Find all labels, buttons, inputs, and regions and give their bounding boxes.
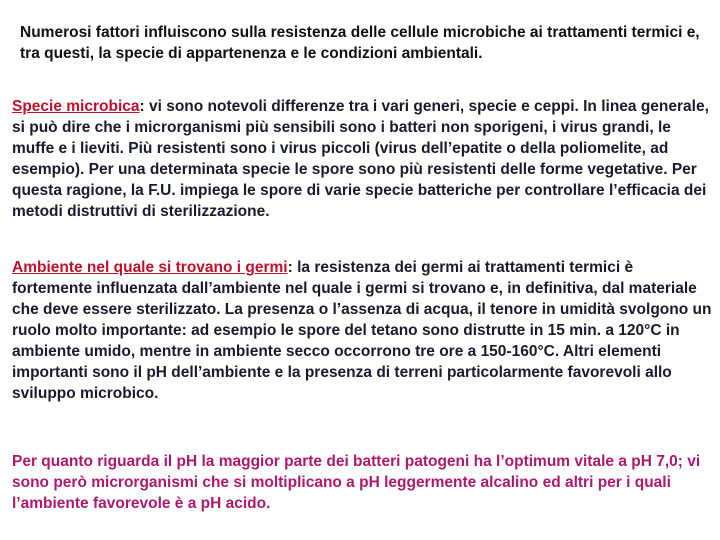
intro-paragraph: Numerosi fattori influiscono sulla resistenza delle cellule microbiche ai trattamenti termici e, tra questi, la specie di appartenenza e le condizioni ambientali.: [20, 24, 700, 62]
section-microbial-species: [12, 96, 712, 222]
section-environment: [12, 257, 712, 404]
ph-note: Per quanto riguarda il pH la maggior parte dei batteri patogeni ha l’optimum vitale a pH 7,0; vi sono però microrganismi che si moltiplicano a pH leggermente alcalino ed altri per i quali l’ambiente favorevole è a pH acido.: [12, 453, 701, 512]
section-microbial-species-text: : vi sono notevoli differenze tra i vari generi, specie e ceppi. In linea generale, si può dire che i microrganismi più sensibili sono i batteri non sporigeni, i virus grandi, le muffe e i lieviti. Più resistenti sono i virus piccoli (virus dell’epatite o della poliomelite, ad esempio). Per una determinata specie le spore sono più resistenti delle forme vegetative. Per questa ragione, la F.U. impiega le spore di varie specie batteriche per controllare l’efficacia dei metodi distruttivi di sterilizzazione.: [12, 98, 709, 220]
term-microbial-species: Specie microbica: [12, 98, 140, 115]
section-environment-text: : la resistenza dei germi ai trattamenti termici è fortemente influenzata dall’ambiente nel quale i germi si trovano e, in definitiva, dal materiale che deve essere sterilizzato. La presenza o l’assenza di acqua, il tenore in umidità svolgono un ruolo molto importante: ad esempio le spore del tetano sono distrutte in 15 min. a 120°C in ambiente umido, mentre in ambiente secco occorrono tre ore a 150-160°C. Altri elementi importanti sono il pH dell’ambiente e la presenza di terreni particolarmente favorevoli allo sviluppo microbico.: [12, 259, 712, 402]
term-environment: Ambiente nel quale si trovano i germi: [12, 259, 288, 276]
